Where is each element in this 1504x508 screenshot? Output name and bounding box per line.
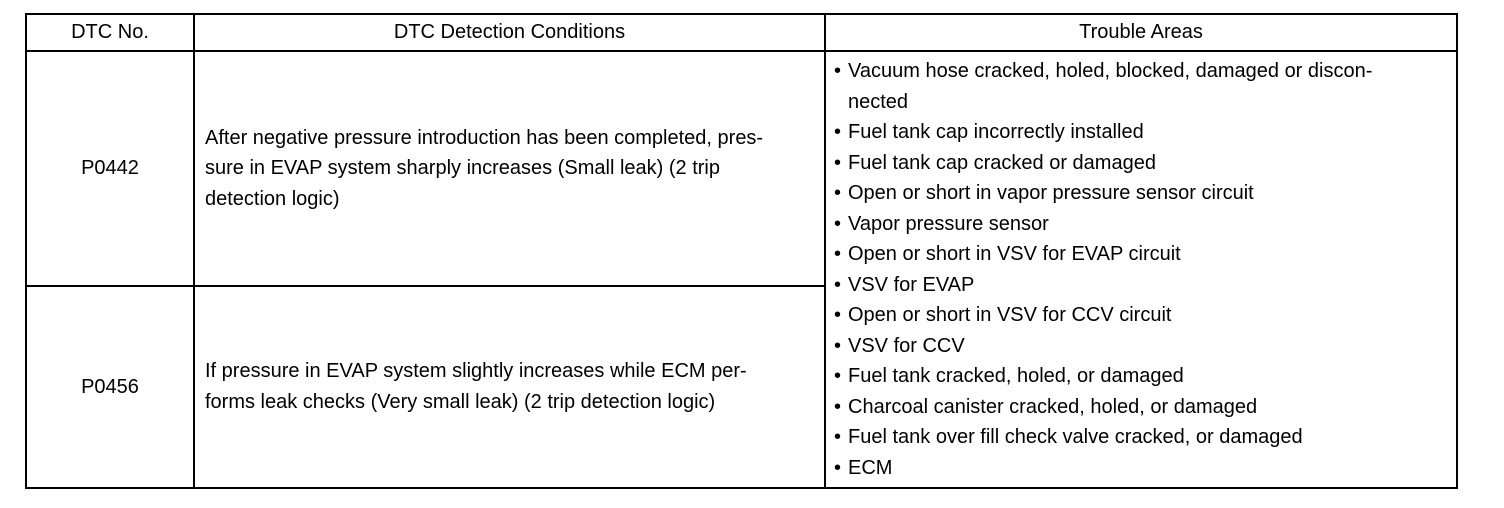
trouble-area-text: Vapor pressure sensor xyxy=(848,212,1049,235)
trouble-area-text: ECM xyxy=(848,456,893,479)
trouble-area-text: Open or short in vapor pressure sensor circuit xyxy=(848,182,1254,204)
detection-condition xyxy=(194,286,825,488)
list-item xyxy=(834,392,1448,423)
dtc-table xyxy=(25,13,1458,489)
list-item xyxy=(834,361,1448,392)
list-item xyxy=(834,239,1448,270)
list-item xyxy=(834,270,1448,301)
trouble-area-text: Fuel tank cap cracked or damaged xyxy=(848,151,1156,174)
trouble-areas-list xyxy=(834,56,1448,483)
condition-line: forms leak checks (Very small leak) (2 trip detection logic) xyxy=(205,390,716,413)
detection-condition xyxy=(194,51,825,286)
condition-line: sure in EVAP system sharply increases (Small leak) (2 trip xyxy=(205,157,720,180)
trouble-area-text: Open or short in VSV for EVAP circuit xyxy=(848,243,1181,265)
trouble-area-text: Vacuum hose cracked, holed, blocked, damaged or discon- nected xyxy=(848,60,1373,113)
list-item xyxy=(834,56,1448,117)
list-item xyxy=(834,453,1448,484)
trouble-area-text: VSV for EVAP xyxy=(848,273,975,296)
list-item xyxy=(834,178,1448,209)
header-dtc-no: DTC No. xyxy=(26,14,194,51)
trouble-area-text: VSV for CCV xyxy=(848,334,965,357)
dtc-code: P0442 xyxy=(26,51,194,286)
header-trouble-areas: Trouble Areas xyxy=(825,14,1457,51)
trouble-areas-cell xyxy=(825,51,1457,488)
header-row xyxy=(26,14,1457,51)
trouble-area-text: Fuel tank cracked, holed, or damaged xyxy=(848,365,1184,387)
table-row xyxy=(26,51,1457,286)
trouble-area-text: Fuel tank cap incorrectly installed xyxy=(848,121,1144,143)
trouble-area-text: Charcoal canister cracked, holed, or damaged xyxy=(848,395,1258,418)
list-item xyxy=(834,331,1448,362)
list-item xyxy=(834,209,1448,240)
trouble-area-text: Fuel tank over fill check valve cracked, or damaged xyxy=(848,426,1303,448)
condition-line: detection logic) xyxy=(205,187,340,210)
list-item xyxy=(834,117,1448,148)
list-item xyxy=(834,422,1448,453)
dtc-code: P0456 xyxy=(26,286,194,488)
header-detection-conditions: DTC Detection Conditions xyxy=(194,14,825,51)
trouble-area-text: Open or short in VSV for CCV circuit xyxy=(848,304,1172,326)
list-item xyxy=(834,300,1448,331)
list-item xyxy=(834,148,1448,179)
condition-line: If pressure in EVAP system slightly increases while ECM per- xyxy=(205,360,747,383)
condition-line: After negative pressure introduction has been completed, pres- xyxy=(205,126,764,149)
